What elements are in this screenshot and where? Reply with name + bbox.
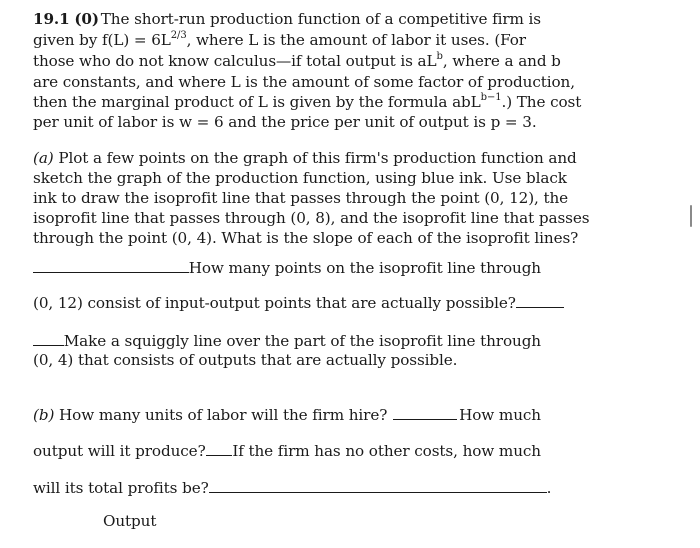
intro-line-1: 19.1 (0) The short-run production function of a competitive firm is (33, 10, 541, 28)
part-a-line-9: (0, 4) that consists of outputs that are actually possible. (33, 351, 458, 369)
part-a-line-7: (0, 12) consist of input-output points that are actually possible? (33, 293, 541, 313)
part-a-line-3: ink to draw the isoprofit line that passes through the point (0, 12), the (33, 189, 569, 207)
part-a-line-4: isoprofit line that passes through (0, 8), and the isoprofit line that passes (33, 209, 590, 227)
part-a-line-2: sketch the graph of the production function, using blue ink. Use black (33, 169, 567, 187)
intro-line-4: are constants, and where L is the amount of some factor of production, (33, 73, 575, 91)
slope-answer-blank[interactable] (33, 258, 189, 273)
intro-line-5: then the marginal product of L is given by the formula abL$^{b-1}$.) The cost (33, 91, 582, 111)
part-a-line-8: Make a squiggly line over the part of the isoprofit line through (33, 331, 541, 351)
part-a-line-6: How many points on the isoprofit line through (33, 258, 541, 278)
part-a-label: (a) (33, 149, 54, 167)
possible-points-blank[interactable] (516, 293, 564, 308)
intro-line-3: those who do not know calculus—if total output is $aL^b$, where a and b (33, 50, 561, 70)
problem-points: (0) (74, 10, 99, 28)
intro-line-2: given by $f(L) = 6L^{2/3}$, where L is the amount of labor it uses. (For (33, 29, 526, 49)
part-b-line-3: will its total profits be? . (33, 479, 552, 497)
possible-points-answer-blank[interactable] (33, 331, 64, 346)
intro-line-6: per unit of labor is w = 6 and the price per unit of output is p = 3. (33, 113, 537, 131)
part-b-line-1: (b) How many units of labor will the firm hire? How much (33, 406, 541, 424)
output-axis-label: Output (103, 512, 157, 530)
total-profits-blank[interactable] (209, 478, 547, 493)
part-b-label: (b) (33, 406, 55, 424)
labor-hired-blank[interactable] (393, 405, 457, 420)
part-a-line-5: through the point (0, 4). What is the slope of each of the isoprofit lines? (33, 229, 579, 247)
part-b-line-2: output will it produce? If the firm has no other costs, how much (33, 442, 541, 460)
part-a-line-1: (a) Plot a few points on the graph of this firm's production function and (33, 149, 577, 167)
problem-number: 19.1 (33, 10, 70, 28)
output-produced-blank[interactable] (206, 441, 233, 456)
scrollbar-thumb[interactable] (690, 205, 692, 227)
